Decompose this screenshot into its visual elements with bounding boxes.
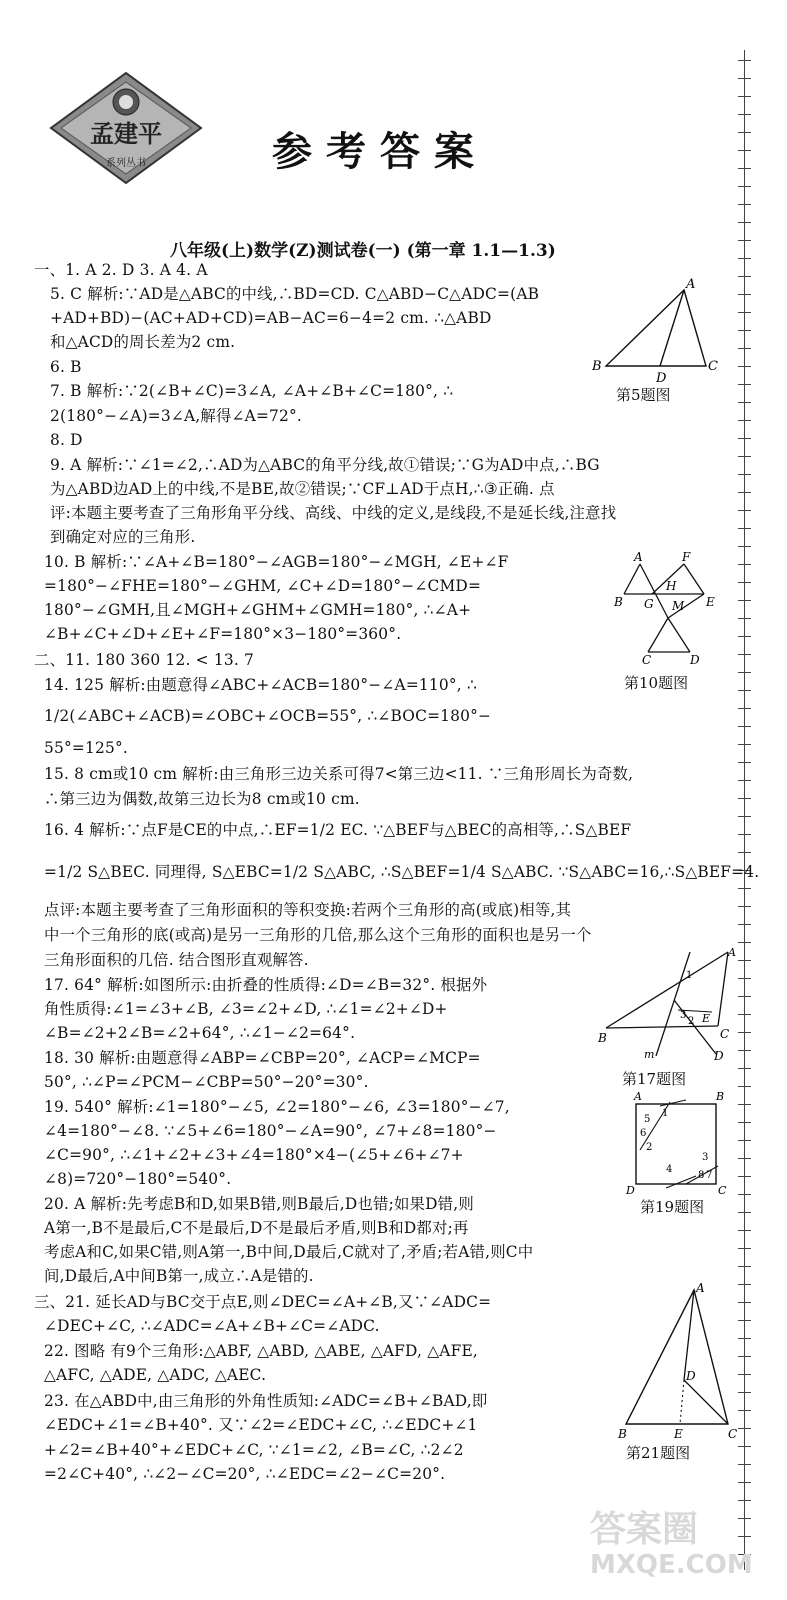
margin-tick (738, 834, 751, 835)
margin-tick (738, 1338, 751, 1339)
fig19-label-d: D (626, 1184, 635, 1197)
fig17-caption: 第17题图 (622, 1070, 687, 1088)
fig21-caption: 第21题图 (626, 1444, 691, 1462)
margin-tick (738, 240, 751, 241)
margin-tick (738, 1374, 751, 1375)
margin-tick (738, 114, 751, 115)
answer-line: 考虑A和C,如果C错,则A第一,B中间,D最后,C就对了,矛盾;若A错,则C中 (44, 1243, 534, 1261)
margin-tick (738, 726, 751, 727)
margin-tick (738, 312, 751, 313)
fig17-label-b: B (598, 1031, 607, 1045)
fig19-angle-1: 1 (662, 1108, 669, 1119)
margin-tick (738, 1284, 751, 1285)
answer-line: 一、1. A 2. D 3. A 4. A (34, 261, 208, 279)
margin-tick (738, 780, 751, 781)
fig5-label-b: B (592, 359, 602, 374)
margin-tick (738, 618, 751, 619)
answer-line: ∠C=90°, ∴∠1+∠2+∠3+∠4=180°×4−(∠5+∠6+∠7+ (44, 1146, 464, 1164)
fig19-angle-4: 4 (666, 1164, 673, 1175)
answer-line: =1/2 S△BEC. 同理得, S△EBC=1/2 S△ABC, ∴S△BEF=1/4 S△ABC. ∵S△ABC=16,∴S△BEF=4. (44, 863, 760, 881)
margin-tick (738, 492, 751, 493)
margin-tick (738, 1086, 751, 1087)
fig10-label-e: E (706, 595, 715, 609)
test-subtitle: 八年级(上)数学(Z)测试卷(一) (第一章 1.1—1.3) (170, 241, 556, 261)
margin-tick (738, 528, 751, 529)
margin-tick (738, 744, 751, 745)
margin-tick (738, 438, 751, 439)
binding-margin-line (744, 50, 745, 1570)
margin-tick (738, 150, 751, 151)
watermark-url: MXQE.COM (590, 1550, 753, 1580)
margin-tick (738, 1464, 751, 1465)
page-title: 参考答案 (272, 129, 488, 175)
fig17-label-a: A (728, 946, 736, 959)
fig21-label-d: D (686, 1369, 696, 1383)
fig17-label-d: D (714, 1049, 724, 1063)
logo-text: 孟建平 (90, 119, 162, 148)
answer-line: ∠8)=720°−180°=540°. (44, 1170, 232, 1188)
answer-line: 9. A 解析:∵∠1=∠2,∴AD为△ABC的角平分线,故①错误;∵G为AD中点,∴BG (50, 456, 600, 474)
margin-tick (738, 1356, 751, 1357)
answer-line: ∠4=180°−∠8. ∵∠5+∠6=180°−∠A=90°, ∠7+∠8=180°− (44, 1122, 497, 1140)
answer-line: 15. 8 cm或10 cm 解析:由三角形三边关系可得7<第三边<11. ∵三角形周长为奇数, (44, 765, 634, 783)
margin-tick (738, 384, 751, 385)
margin-tick (738, 474, 751, 475)
answer-line: 10. B 解析:∵∠A+∠B=180°−∠AGB=180°−∠MGH, ∠E+∠F (44, 553, 509, 571)
margin-tick (738, 1068, 751, 1069)
margin-tick (738, 1500, 751, 1501)
margin-tick (738, 1230, 751, 1231)
answer-line: =2∠C+40°, ∴∠2−∠C=20°, ∴∠EDC=∠2−∠C=20°. (44, 1465, 446, 1483)
margin-tick (738, 60, 751, 61)
margin-tick (738, 978, 751, 979)
margin-tick (738, 582, 751, 583)
answer-line: +∠2=∠B+40°+∠EDC+∠C, ∵∠1=∠2, ∠B=∠C, ∴2∠2 (44, 1441, 464, 1459)
figure-21 (616, 1280, 736, 1440)
answer-line: 中一个三角形的底(或高)是另一三角形的几倍,那么这个三角形的面积也是另一个 (44, 926, 592, 944)
margin-tick (738, 348, 751, 349)
margin-tick (738, 1446, 751, 1447)
margin-tick (738, 672, 751, 673)
margin-tick (738, 420, 751, 421)
answer-line: 角性质得:∠1=∠3+∠B, ∠3=∠2+∠D, ∴∠1=∠2+∠D+ (44, 1000, 448, 1018)
margin-tick (738, 888, 751, 889)
answer-line: +AD+BD)−(AC+AD+CD)=AB−AC=6−4=2 cm. ∴△ABD (50, 309, 492, 327)
margin-tick (738, 654, 751, 655)
answer-line: ∠B+∠C+∠D+∠E+∠F=180°×3−180°=360°. (44, 625, 402, 643)
fig10-label-m: M (672, 599, 685, 613)
margin-tick (738, 546, 751, 547)
answer-line: 三角形面积的几倍. 结合图形直观解答. (44, 951, 309, 969)
answer-line: 55°=125°. (44, 739, 128, 757)
margin-tick (738, 1158, 751, 1159)
margin-tick (738, 222, 751, 223)
margin-tick (738, 1014, 751, 1015)
margin-tick (738, 1050, 751, 1051)
margin-tick (738, 1212, 751, 1213)
answer-line: 50°, ∴∠P=∠PCM−∠CBP=50°−20°=30°. (44, 1073, 369, 1091)
margin-tick (738, 510, 751, 511)
answer-line: 1/2(∠ABC+∠ACB)=∠OBC+∠OCB=55°, ∴∠BOC=180°− (44, 707, 492, 725)
margin-tick (738, 330, 751, 331)
fig19-angle-7: 7 (706, 1170, 713, 1181)
fig21-label-e: E (674, 1427, 683, 1441)
margin-tick (738, 1176, 751, 1177)
answer-line: 二、11. 180 360 12. < 13. 7 (34, 651, 255, 669)
answer-line: 22. 图略 有9个三角形:△ABF, △ABD, △ABE, △AFD, △AFE, (44, 1342, 478, 1360)
figure-19 (626, 1090, 727, 1197)
margin-tick (738, 600, 751, 601)
margin-tick (738, 960, 751, 961)
watermark-text: 答案圈 (590, 1509, 699, 1550)
margin-tick (738, 762, 751, 763)
fig17-angle-1: 1 (686, 970, 693, 981)
fig17-angle-3: 3 (680, 1010, 687, 1021)
margin-tick (738, 294, 751, 295)
fig19-caption: 第19题图 (640, 1198, 705, 1216)
answer-line: ∴第三边为偶数,故第三边长为8 cm或10 cm. (44, 790, 360, 808)
fig19-angle-2: 2 (646, 1142, 653, 1153)
margin-tick (738, 924, 751, 925)
margin-tick (738, 1482, 751, 1483)
answer-line: 16. 4 解析:∵点F是CE的中点,∴EF=1/2 EC. ∵△BEF与△BEC的高相等,∴S△BEF (44, 821, 632, 839)
fig17-label-c: C (720, 1027, 730, 1041)
margin-tick (738, 1428, 751, 1429)
answer-line: 5. C 解析:∵AD是△ABC的中线,∴BD=CD. C△ABD−C△ADC=(AB (50, 285, 540, 303)
answer-line: 19. 540° 解析:∠1=180°−∠5, ∠2=180°−∠6, ∠3=180°−∠7, (44, 1098, 510, 1116)
margin-tick (738, 258, 751, 259)
answer-line: ∠B=∠2+2∠B=∠2+64°, ∴∠1−∠2=64°. (44, 1024, 356, 1042)
margin-tick (738, 798, 751, 799)
margin-tick (738, 1104, 751, 1105)
answer-line: =180°−∠FHE=180°−∠GHM, ∠C+∠D=180°−∠CMD= (44, 577, 482, 595)
margin-tick (738, 186, 751, 187)
margin-tick (738, 708, 751, 709)
fig10-label-b: B (614, 595, 623, 609)
margin-tick (738, 456, 751, 457)
figure-10 (612, 548, 722, 670)
fig21-label-a: A (696, 1281, 705, 1295)
answer-line: 180°−∠GMH,且∠MGH+∠GHM+∠GMH=180°, ∴∠A+ (44, 601, 472, 619)
answer-line: △AFC, △ADE, △ADC, △AEC. (44, 1366, 267, 1384)
answer-line: ∠DEC+∠C, ∴∠ADC=∠A+∠B+∠C=∠ADC. (44, 1317, 380, 1335)
answer-line: 2(180°−∠A)=3∠A,解得∠A=72°. (50, 407, 303, 425)
answer-line: 23. 在△ABD中,由三角形的外角性质知:∠ADC=∠B+∠BAD,即 (44, 1392, 488, 1410)
answer-line: 8. D (50, 431, 83, 449)
margin-tick (738, 1392, 751, 1393)
margin-tick (738, 1266, 751, 1267)
fig10-caption: 第10题图 (624, 674, 689, 692)
answer-line: ∠EDC+∠1=∠B+40°. 又∵∠2=∠EDC+∠C, ∴∠EDC+∠1 (44, 1416, 478, 1434)
margin-tick (738, 996, 751, 997)
answer-line: 17. 64° 解析:如图所示:由折叠的性质得:∠D=∠B=32°. 根据外 (44, 976, 488, 994)
answer-line: 18. 30 解析:由题意得∠ABP=∠CBP=20°, ∠ACP=∠MCP= (44, 1049, 481, 1067)
fig21-label-b: B (618, 1427, 627, 1441)
fig19-angle-8: 8 (698, 1170, 705, 1181)
fig10-label-g: G (644, 597, 654, 611)
fig10-label-c: C (642, 653, 652, 667)
margin-tick (738, 1140, 751, 1141)
fig10-label-h: H (666, 579, 677, 593)
fig17-angle-2: 2 (688, 1016, 695, 1027)
fig5-caption: 第5题图 (616, 386, 671, 404)
fig19-label-a: A (634, 1090, 642, 1103)
margin-tick (738, 366, 751, 367)
fig19-label-b: B (716, 1090, 725, 1103)
answer-line: 和△ACD的周长差为2 cm. (50, 333, 236, 351)
margin-tick (738, 852, 751, 853)
figure-17 (594, 946, 734, 1066)
fig19-angle-6: 6 (640, 1128, 647, 1139)
margin-tick (738, 276, 751, 277)
margin-tick (738, 1410, 751, 1411)
answer-line: 三、21. 延长AD与BC交于点E,则∠DEC=∠A+∠B,又∵∠ADC= (34, 1293, 492, 1311)
margin-tick (738, 1122, 751, 1123)
fig19-angle-3: 3 (702, 1152, 709, 1163)
fig5-label-a: A (686, 277, 696, 292)
fig17-label-e: E (702, 1012, 711, 1025)
answer-line: 间,D最后,A中间B第一,成立∴A是错的. (44, 1267, 314, 1285)
answer-line: 点评:本题主要考查了三角形面积的等积变换:若两个三角形的高(或底)相等,其 (44, 901, 572, 919)
answer-line: 14. 125 解析:由题意得∠ABC+∠ACB=180°−∠A=110°, ∴ (44, 676, 477, 694)
margin-tick (738, 690, 751, 691)
answer-line: 评:本题主要考查了三角形角平分线、高线、中线的定义,是线段,不是延长线,注意找 (50, 504, 617, 522)
answer-line: 6. B (50, 358, 82, 376)
fig19-angle-5: 5 (644, 1114, 651, 1125)
answer-line: 7. B 解析:∵2(∠B+∠C)=3∠A, ∠A+∠B+∠C=180°, ∴ (50, 382, 454, 400)
margin-tick (738, 816, 751, 817)
margin-tick (738, 1032, 751, 1033)
margin-tick (738, 132, 751, 133)
margin-tick (738, 1248, 751, 1249)
watermark (590, 1510, 753, 1580)
margin-tick (738, 78, 751, 79)
margin-tick (738, 402, 751, 403)
fig17-label-m: m (644, 1048, 655, 1061)
margin-tick (738, 1302, 751, 1303)
margin-tick (738, 96, 751, 97)
margin-tick (738, 1194, 751, 1195)
fig5-label-d: D (656, 371, 667, 386)
margin-tick (738, 564, 751, 565)
margin-tick (738, 942, 751, 943)
answer-line: 20. A 解析:先考虑B和D,如果B错,则B最后,D也错;如果D错,则 (44, 1195, 474, 1213)
fig10-label-f: F (682, 550, 691, 564)
answer-line: 到确定对应的三角形. (50, 528, 196, 546)
publisher-logo (46, 68, 206, 192)
fig10-label-d: D (690, 653, 700, 667)
answer-line: 为△ABD边AD上的中线,不是BE,故②错误;∵CF⊥AD于点H,∴③正确. 点 (50, 480, 555, 498)
fig19-label-c: C (718, 1184, 727, 1197)
margin-tick (738, 168, 751, 169)
logo-subtext: 系列丛书 (106, 158, 146, 169)
fig21-label-c: C (728, 1427, 738, 1441)
margin-tick (738, 1320, 751, 1321)
fig10-label-a: A (634, 550, 643, 564)
answer-line: A第一,B不是最后,C不是最后,D不是最后矛盾,则B和D都对;再 (44, 1219, 469, 1237)
margin-tick (738, 636, 751, 637)
margin-tick (738, 906, 751, 907)
fig5-label-c: C (708, 359, 718, 374)
margin-tick (738, 204, 751, 205)
